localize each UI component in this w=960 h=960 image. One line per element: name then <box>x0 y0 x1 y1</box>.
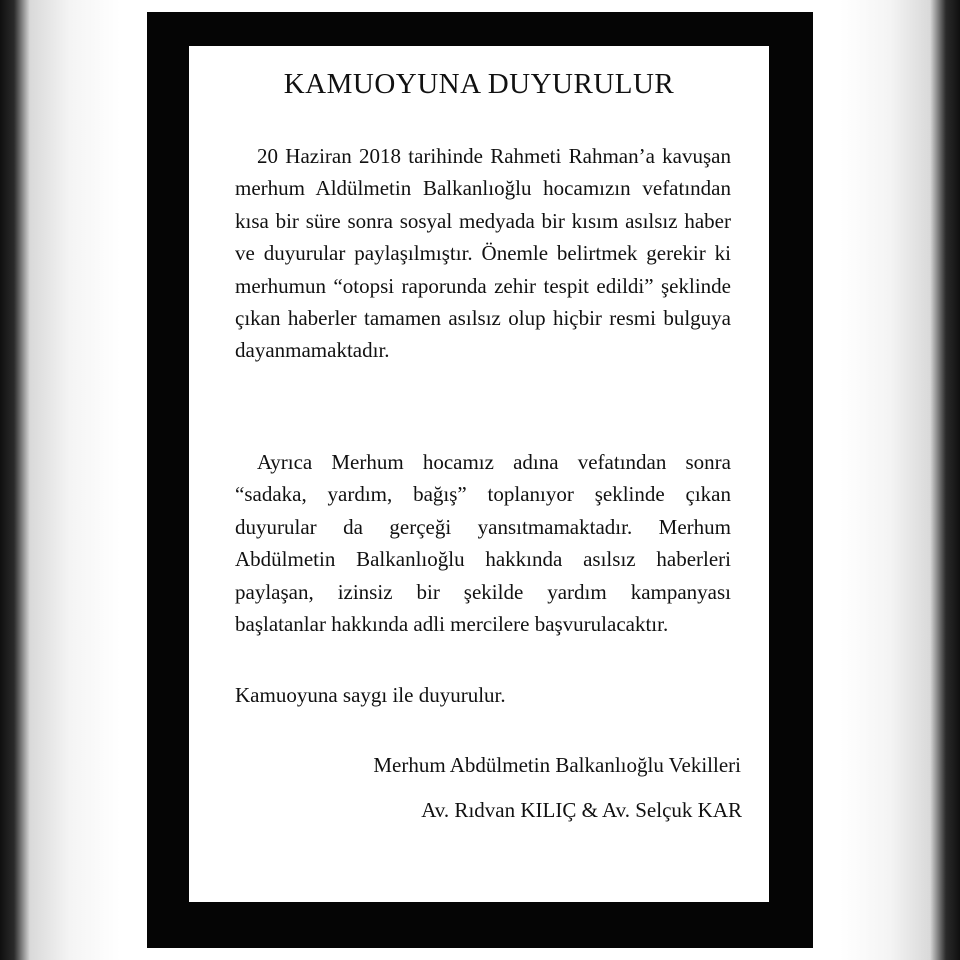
signature-line-1: Merhum Abdülmetin Balkanlıoğlu Vekilleri <box>373 753 741 777</box>
paragraph-1: 20 Haziran 2018 tarihinde Rahmeti Rahman’a kavuşan merhum Aldülmetin Balkanlıoğlu hocamızın vefatından kısa bir süre sonra sosyal medyada bir kısım asılsız haber ve duyurular paylaşılmıştır. Önemle belirtmek gerekir ki merhumun “otopsi raporunda zehir tespit edildi” şeklinde çıkan haberler tamamen asılsız olup hiçbir resmi bulguya dayanmamaktadır. <box>235 144 731 363</box>
paragraph-3: Kamuoyuna saygı ile duyurulur. <box>235 683 506 707</box>
announcement-title: KAMUOYUNA DUYURULUR <box>283 68 675 100</box>
paragraph-2: Ayrıca Merhum hocamız adına vefatından sonra “sadaka, yardım, bağış” toplanıyor şeklinde çıkan duyurular da gerçeği yansıtmamaktadır. Merhum Abdülmetin Balkanlıoğlu hakkında asılsız haberleri paylaşan, izinsiz bir şekilde yardım kampanyası başlatanlar hakkında adli mercilere başvurulacaktır. <box>235 450 731 637</box>
announcement-paper <box>189 46 769 902</box>
signature-line-2: Av. Rıdvan KILIÇ & Av. Selçuk KAR <box>421 798 742 822</box>
